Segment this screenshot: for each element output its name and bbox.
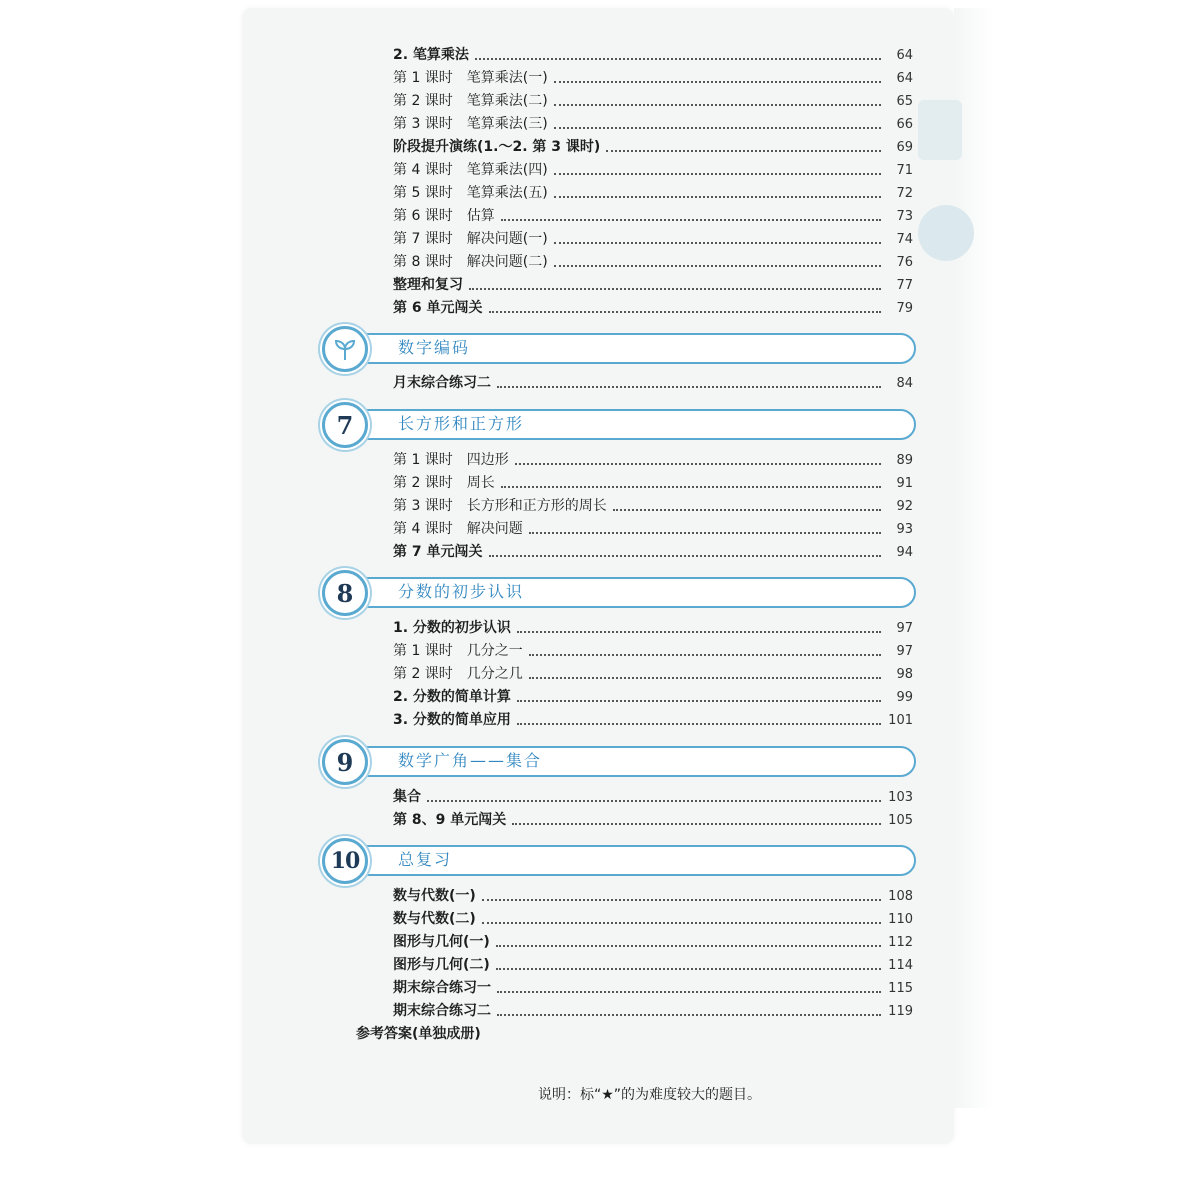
dot-leader [482, 897, 881, 901]
toc-entry-page: 115 [888, 981, 913, 996]
toc-entry-page: 72 [896, 186, 913, 201]
dot-leader [529, 652, 881, 656]
toc-entry-label: 第 6 课时 估算 [393, 208, 495, 224]
toc-entry-page: 101 [888, 713, 913, 728]
dot-leader [497, 989, 881, 993]
toc-entry[interactable] [393, 977, 913, 1000]
dot-leader [554, 125, 881, 129]
toc-entry-page: 99 [896, 690, 913, 705]
toc-entry[interactable] [393, 908, 913, 931]
toc-entry-page: 74 [896, 232, 913, 247]
toc-entry-label: 第 2 课时 笔算乘法(二) [393, 93, 548, 109]
toc-entry-page: 92 [896, 499, 913, 514]
toc-entry-label: 图形与几何(一) [393, 934, 490, 950]
unit-banner-9[interactable] [322, 739, 914, 783]
dot-leader [515, 461, 881, 465]
toc-entry-page: 114 [888, 958, 913, 973]
toc-entry-label: 整理和复习 [393, 277, 463, 293]
toc-entry-label: 1. 分数的初步认识 [393, 620, 511, 636]
toc-entry-label: 第 3 课时 长方形和正方形的周长 [393, 498, 607, 514]
toc-entry[interactable] [393, 251, 913, 274]
dot-leader [489, 553, 882, 557]
toc-entry-label: 第 4 课时 笔算乘法(四) [393, 162, 548, 178]
toc-entry-label: 数与代数(一) [393, 888, 476, 904]
dot-leader [517, 698, 881, 702]
toc-entry-page: 105 [888, 813, 913, 828]
unit-title: 分数的初步认识 [398, 582, 525, 601]
toc-entry[interactable] [393, 885, 913, 908]
toc-entry[interactable] [393, 931, 913, 954]
unit-banner-7[interactable] [322, 402, 914, 446]
toc-entry-label: 数与代数(二) [393, 911, 476, 927]
toc-entry-label: 第 2 课时 几分之几 [393, 666, 523, 682]
toc-entry[interactable] [393, 686, 913, 709]
toc-entry-page: 110 [888, 912, 913, 927]
dot-leader [496, 943, 881, 947]
toc-entry-label: 图形与几何(二) [393, 957, 490, 973]
toc-entry[interactable] [393, 663, 913, 686]
dot-leader [427, 798, 881, 802]
dot-leader [554, 263, 881, 267]
toc-entry-label: 集合 [393, 789, 421, 805]
answers-note: 参考答案(单独成册) [356, 1026, 481, 1042]
unit-banner-8[interactable] [322, 570, 914, 614]
dot-leader [554, 79, 881, 83]
toc-entry-page: 98 [896, 667, 913, 682]
toc-entry-page: 66 [896, 117, 913, 132]
dot-leader [501, 217, 881, 221]
unit-number: 10 [322, 838, 368, 884]
toc-entry-page: 76 [896, 255, 913, 270]
toc-entry[interactable] [393, 1000, 913, 1023]
dot-leader [482, 920, 881, 924]
toc-entry-label: 第 1 课时 四边形 [393, 452, 509, 468]
dot-leader [529, 675, 881, 679]
toc-entry[interactable] [393, 786, 913, 809]
toc-entry-label: 第 7 课时 解决问题(一) [393, 231, 548, 247]
dot-leader [517, 721, 881, 725]
toc-entry[interactable] [393, 495, 913, 518]
toc-entry-page: 119 [888, 1004, 913, 1019]
bleed-through-badge [918, 205, 974, 261]
toc-entry[interactable] [393, 228, 913, 251]
toc-entry-page: 77 [896, 278, 913, 293]
toc-entry-label: 第 4 课时 解决问题 [393, 521, 523, 537]
unit-number: 7 [322, 402, 368, 448]
toc-entry[interactable] [393, 449, 913, 472]
unit-banner-10[interactable] [322, 838, 914, 882]
dot-leader [554, 171, 881, 175]
toc-entry[interactable] [393, 182, 913, 205]
toc-entry-label: 第 1 课时 几分之一 [393, 643, 523, 659]
toc-entry-label: 阶段提升演练(1.～2. 第 3 课时) [393, 139, 601, 155]
toc-entry[interactable] [393, 541, 913, 564]
toc-entry-page: 73 [896, 209, 913, 224]
toc-entry-label: 第 5 课时 笔算乘法(五) [393, 185, 548, 201]
toc-entry-page: 97 [896, 621, 913, 636]
toc-entry-page: 65 [896, 94, 913, 109]
toc-entry-page: 89 [896, 453, 913, 468]
toc-entry[interactable] [393, 113, 913, 136]
dot-leader [554, 240, 881, 244]
toc-entry[interactable] [393, 709, 913, 732]
toc-entry-page: 64 [896, 71, 913, 86]
unit-number: 9 [322, 739, 368, 785]
toc-entry-page: 71 [896, 163, 913, 178]
toc-entry-page: 97 [896, 644, 913, 659]
toc-entry[interactable] [393, 90, 913, 113]
unit-number: 8 [322, 570, 368, 616]
toc-entry-label: 第 8 课时 解决问题(二) [393, 254, 548, 270]
unit-title: 数学广角——集合 [398, 751, 543, 770]
dot-leader [529, 530, 881, 534]
toc-entry-label: 第 1 课时 笔算乘法(一) [393, 70, 548, 86]
toc-entry-page: 91 [896, 476, 913, 491]
toc-entry-page: 93 [896, 522, 913, 537]
dot-leader [517, 629, 881, 633]
toc-entry[interactable] [393, 472, 913, 495]
difficulty-note: 说明：标“★”的为难度较大的题目。 [538, 1087, 762, 1103]
toc-entry-label: 3. 分数的简单应用 [393, 712, 511, 728]
toc-entry-label: 第 8、9 单元闯关 [393, 812, 507, 828]
unit-title: 总复习 [398, 850, 453, 869]
toc-entry[interactable] [393, 372, 913, 395]
toc-entry-page: 112 [888, 935, 913, 950]
toc-entry-label: 第 3 课时 笔算乘法(三) [393, 116, 548, 132]
dot-leader [606, 148, 881, 152]
bleed-through-tab [918, 100, 962, 160]
sprout-icon [322, 326, 368, 372]
toc-entry[interactable] [393, 518, 913, 541]
toc-entry-label: 月末综合练习二 [393, 375, 491, 391]
toc-entry[interactable] [393, 67, 913, 90]
dot-leader [475, 56, 881, 60]
page-edge [954, 8, 994, 1108]
toc-entry-label: 第 6 单元闯关 [393, 300, 483, 316]
dot-leader [613, 507, 881, 511]
toc-entry[interactable] [393, 640, 913, 663]
toc-entry[interactable] [393, 617, 913, 640]
dot-leader [496, 966, 881, 970]
toc-entry-page: 69 [896, 140, 913, 155]
toc-entry-label: 2. 分数的简单计算 [393, 689, 511, 705]
unit-title: 数字编码 [398, 338, 471, 357]
toc-entry-page: 84 [896, 376, 913, 391]
dot-leader [554, 194, 881, 198]
toc-entry[interactable] [393, 274, 913, 297]
toc-entry-page: 103 [888, 790, 913, 805]
toc-entry[interactable] [393, 297, 913, 320]
toc-entry[interactable] [393, 205, 913, 228]
toc-entry-label: 第 2 课时 周长 [393, 475, 495, 491]
unit-banner-coding[interactable] [322, 326, 914, 370]
toc-entry-label: 期末综合练习二 [393, 1003, 491, 1019]
dot-leader [554, 102, 881, 106]
dot-leader [469, 286, 881, 290]
toc-entry-page: 79 [896, 301, 913, 316]
toc-entry-page: 64 [896, 48, 913, 63]
toc-entry[interactable] [393, 809, 913, 832]
toc-entry-page: 94 [896, 545, 913, 560]
unit-title: 长方形和正方形 [398, 414, 525, 433]
toc-entry[interactable] [393, 136, 913, 159]
dot-leader [501, 484, 881, 488]
dot-leader [489, 309, 882, 313]
dot-leader [497, 384, 881, 388]
toc-entry-label: 2. 笔算乘法 [393, 47, 469, 63]
dot-leader [497, 1012, 881, 1016]
dot-leader [512, 821, 881, 825]
toc-entry-label: 第 7 单元闯关 [393, 544, 483, 560]
toc-entry[interactable] [393, 954, 913, 977]
toc-entry[interactable] [393, 159, 913, 182]
toc-entry[interactable] [393, 44, 913, 67]
toc-entry-page: 108 [888, 889, 913, 904]
toc-entry-label: 期末综合练习一 [393, 980, 491, 996]
